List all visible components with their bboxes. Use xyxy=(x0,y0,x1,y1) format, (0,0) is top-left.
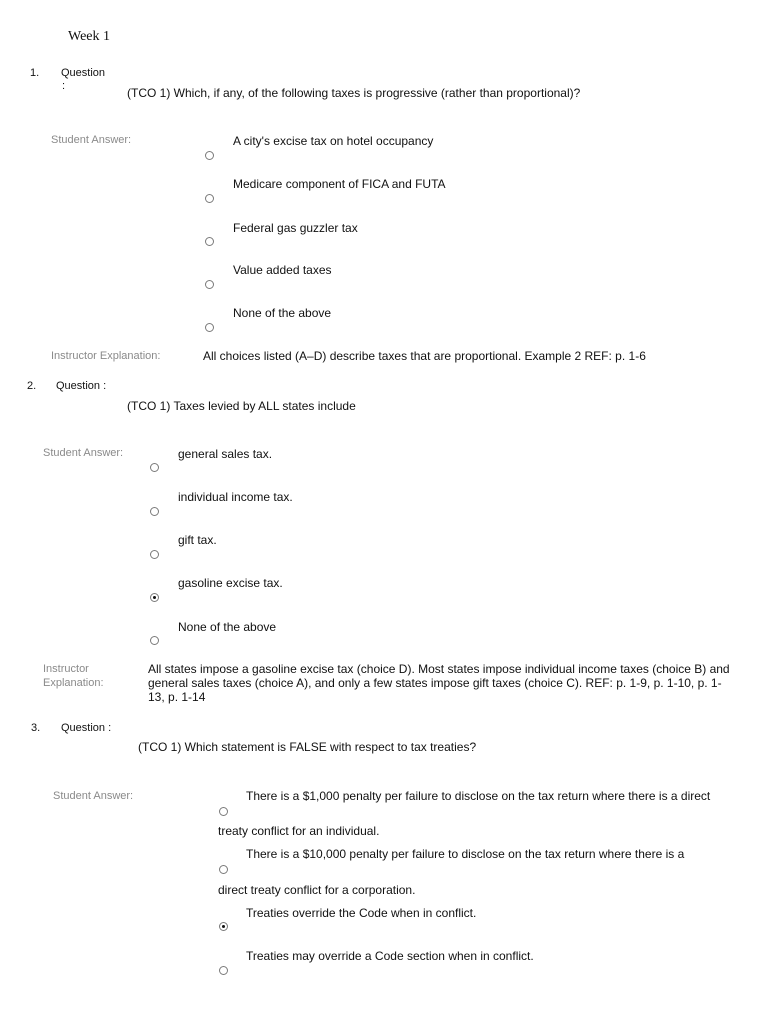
answer-option-e: None of the above xyxy=(178,620,277,634)
answer-option-d: Value added taxes xyxy=(233,263,332,277)
radio-option-a[interactable] xyxy=(150,463,159,472)
question-label: Question : xyxy=(61,722,112,734)
answer-option-d: Treaties may override a Code section when in conflict. xyxy=(246,949,534,963)
question-number: 3. xyxy=(31,722,41,734)
answer-option-b-continued: direct treaty conflict for a corporation. xyxy=(218,883,416,897)
answer-option-e: None of the above xyxy=(233,306,332,320)
week-title: Week 1 xyxy=(68,29,111,44)
radio-option-d-selected[interactable] xyxy=(150,593,159,602)
answer-option-a: A city's excise tax on hotel occupancy xyxy=(233,134,434,148)
radio-option-b[interactable] xyxy=(219,865,228,874)
question-label: Question : xyxy=(56,380,107,392)
question-text: (TCO 1) Which, if any, of the following taxes is progressive (rather than proportional)? xyxy=(127,86,581,100)
instructor-explanation-label: Instructor xyxy=(43,663,89,675)
answer-option-a: There is a $1,000 penalty per failure to disclose on the tax return where there is a direct xyxy=(246,789,711,803)
radio-option-d[interactable] xyxy=(219,966,228,975)
radio-option-c[interactable] xyxy=(205,237,214,246)
radio-option-d[interactable] xyxy=(205,280,214,289)
question-text: (TCO 1) Which statement is FALSE with respect to tax treaties? xyxy=(138,740,477,754)
instructor-explanation: All states impose a gasoline excise tax (choice D). Most states impose individual income taxes (choice B) and general sales taxes (choice A), and only a few states impose gift taxes (choice C). REF: p. 1-9, p. 1-10, p. 1-13, p. 1-14 xyxy=(148,662,730,704)
radio-option-c-selected[interactable] xyxy=(219,922,228,931)
instructor-explanation-label-line2: Explanation: xyxy=(43,677,104,689)
radio-option-e[interactable] xyxy=(205,323,214,332)
student-answer-label: Student Answer: xyxy=(53,790,134,802)
answer-option-c: gift tax. xyxy=(178,533,217,547)
radio-option-a[interactable] xyxy=(205,151,214,160)
question-label: Question xyxy=(61,67,106,79)
question-label-colon: : xyxy=(62,80,66,92)
radio-option-c[interactable] xyxy=(150,550,159,559)
answer-option-a-continued: treaty conflict for an individual. xyxy=(218,824,380,838)
answer-option-a: general sales tax. xyxy=(178,447,273,461)
question-number: 1. xyxy=(30,67,40,79)
radio-option-b[interactable] xyxy=(150,507,159,516)
answer-option-c: Federal gas guzzler tax xyxy=(233,221,358,235)
answer-option-b: Medicare component of FICA and FUTA xyxy=(233,177,446,191)
answer-option-c: Treaties override the Code when in conflict. xyxy=(246,906,477,920)
instructor-explanation-label: Instructor Explanation: xyxy=(51,350,161,362)
answer-option-b: individual income tax. xyxy=(178,490,293,504)
radio-option-b[interactable] xyxy=(205,194,214,203)
question-number: 2. xyxy=(27,380,37,392)
instructor-explanation: All choices listed (A–D) describe taxes that are proportional. Example 2 REF: p. 1-6 xyxy=(203,349,646,363)
student-answer-label: Student Answer: xyxy=(51,134,132,146)
answer-option-d: gasoline excise tax. xyxy=(178,576,283,590)
student-answer-label: Student Answer: xyxy=(43,447,124,459)
question-text: (TCO 1) Taxes levied by ALL states include xyxy=(127,399,356,413)
radio-option-a[interactable] xyxy=(219,807,228,816)
answer-option-b: There is a $10,000 penalty per failure to disclose on the tax return where there is a xyxy=(246,847,685,861)
radio-option-e[interactable] xyxy=(150,636,159,645)
